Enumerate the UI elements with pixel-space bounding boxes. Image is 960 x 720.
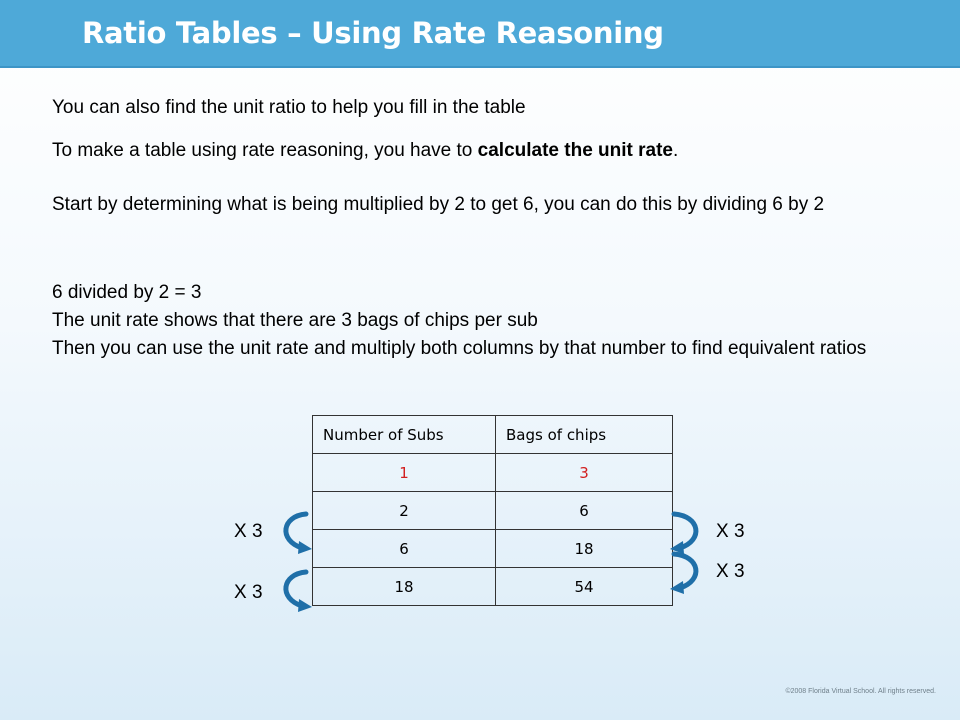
curved-arrow-icon xyxy=(272,508,318,554)
table-cell-chips: 6 xyxy=(496,492,673,530)
multiply-text: Then you can use the unit rate and multiply both columns by that number to find equivalent ratios xyxy=(52,338,867,359)
table-row xyxy=(313,492,673,530)
unit-rate-instruction xyxy=(52,138,678,164)
slide-title: Ratio Tables – Using Rate Reasoning xyxy=(82,16,664,50)
right-multiplier-label: X 3 xyxy=(716,561,745,582)
right-multiplier-label: X 3 xyxy=(716,521,745,542)
table-row xyxy=(313,454,673,492)
table-cell-subs: 1 xyxy=(313,454,496,492)
left-multiplier-label: X 3 xyxy=(234,582,263,603)
table-header-row xyxy=(313,416,673,454)
header-bags-of-chips: Bags of chips xyxy=(496,416,673,454)
table-cell-subs: 18 xyxy=(313,568,496,606)
ratio-table xyxy=(312,415,673,606)
table-cell-chips: 18 xyxy=(496,530,673,568)
curved-arrow-icon xyxy=(664,548,710,594)
copyright-footer: ©2008 Florida Virtual School. All rights reserved. xyxy=(785,688,936,695)
table-row xyxy=(313,530,673,568)
table-cell-chips: 3 xyxy=(496,454,673,492)
table-row xyxy=(313,568,673,606)
step-text: Start by determining what is being multiplied by 2 to get 6, you can do this by dividing 6 by 2 xyxy=(52,194,825,215)
table-cell-chips: 54 xyxy=(496,568,673,606)
unit-rate-explanation: The unit rate shows that there are 3 bags of chips per sub xyxy=(52,310,538,331)
division-text: 6 divided by 2 = 3 xyxy=(52,282,202,303)
title-bar xyxy=(0,0,960,68)
curved-arrow-icon xyxy=(272,566,318,612)
intro-text: You can also find the unit ratio to help you fill in the table xyxy=(52,97,526,118)
table-cell-subs: 2 xyxy=(313,492,496,530)
instruction-bold: calculate the unit rate xyxy=(477,140,673,161)
instruction-text: To make a table using rate reasoning, you have to xyxy=(52,140,478,161)
table-cell-subs: 6 xyxy=(313,530,496,568)
left-multiplier-label: X 3 xyxy=(234,521,263,542)
header-number-of-subs: Number of Subs xyxy=(313,416,496,454)
instruction-end: . xyxy=(673,140,679,161)
